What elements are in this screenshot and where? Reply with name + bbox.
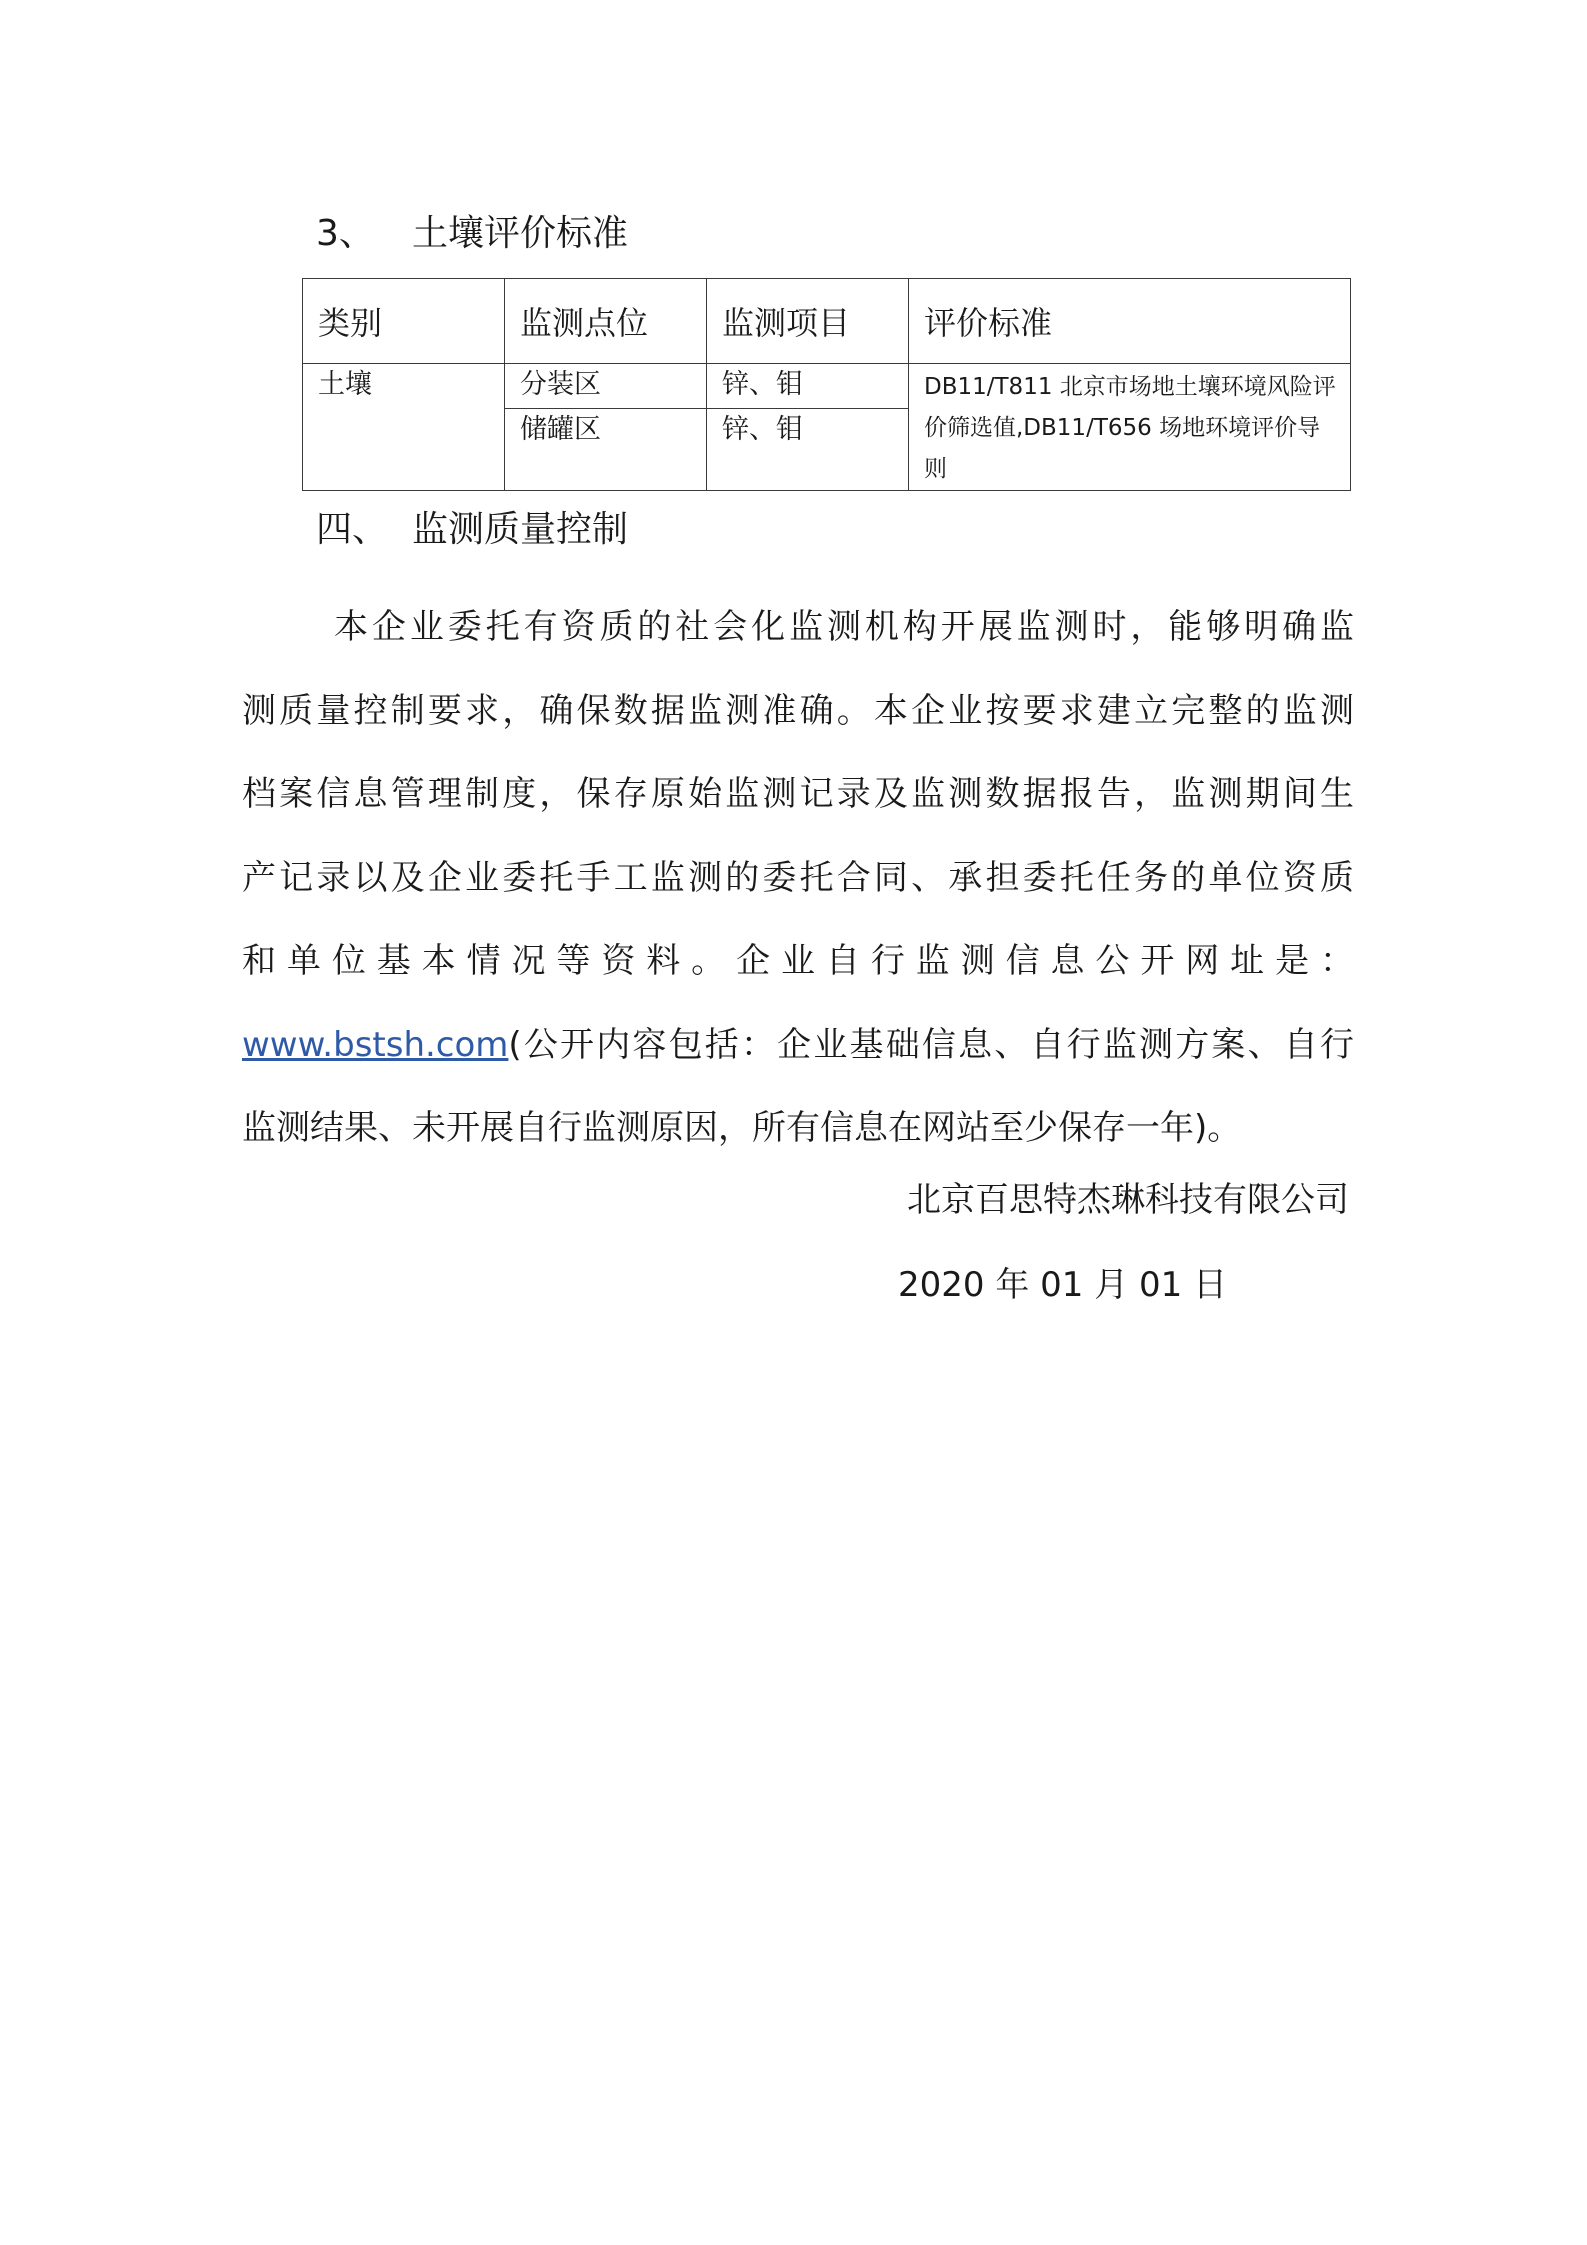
quality-control-paragraph bbox=[242, 586, 1354, 1171]
header-monitoring-point: 监测点位 bbox=[505, 279, 707, 364]
header-category: 类别 bbox=[303, 279, 505, 364]
cell-standard: DB11/T811 北京市场地土壤环境风险评价筛选值,DB11/T656 场地环境评价导则 bbox=[909, 364, 1351, 491]
section-3-title: 土壤评价标准 bbox=[412, 213, 629, 254]
section-4-heading bbox=[316, 508, 628, 552]
paragraph-line: 和单位基本情况等资料。企业自行监测信息公开网址是： bbox=[242, 941, 1354, 981]
paragraph-line bbox=[242, 1004, 1354, 1088]
cell-items: 锌、钼 bbox=[707, 364, 909, 409]
section-4-number: 四、 bbox=[316, 509, 389, 550]
soil-standard-table bbox=[302, 278, 1351, 491]
paragraph-line: 产记录以及企业委托手工监测的委托合同、承担委托任务的单位资质 bbox=[242, 857, 1354, 898]
header-evaluation-standard: 评价标准 bbox=[909, 279, 1351, 364]
website-link[interactable]: www.bstsh.com bbox=[242, 1024, 509, 1065]
paragraph-line: 监测结果、未开展自行监测原因，所有信息在网站至少保存一年)。 bbox=[242, 1108, 1242, 1148]
section-4-title: 监测质量控制 bbox=[412, 509, 629, 550]
cell-items: 锌、钼 bbox=[707, 408, 909, 490]
company-name: 北京百思特杰琳科技有限公司 bbox=[907, 1180, 1349, 1220]
paragraph-line: 测质量控制要求，确保数据监测准确。本企业按要求建立完整的监测 bbox=[242, 690, 1354, 731]
document-date: 2020 年 01 月 01 日 bbox=[898, 1265, 1228, 1305]
section-3-heading bbox=[316, 212, 628, 256]
section-3-number: 3、 bbox=[316, 213, 375, 254]
header-monitoring-item: 监测项目 bbox=[707, 279, 909, 364]
cell-point: 储罐区 bbox=[505, 408, 707, 490]
cell-point: 分装区 bbox=[505, 364, 707, 409]
paragraph-line-text: (公开内容包括：企业基础信息、自行监测方案、自行 bbox=[508, 1024, 1354, 1065]
table-header-row bbox=[303, 279, 1351, 364]
cell-category: 土壤 bbox=[303, 364, 505, 491]
paragraph-line: 本企业委托有资质的社会化监测机构开展监测时，能够明确监 bbox=[334, 607, 1354, 647]
table-row bbox=[303, 364, 1351, 409]
paragraph-line: 档案信息管理制度，保存原始监测记录及监测数据报告，监测期间生 bbox=[242, 774, 1354, 814]
